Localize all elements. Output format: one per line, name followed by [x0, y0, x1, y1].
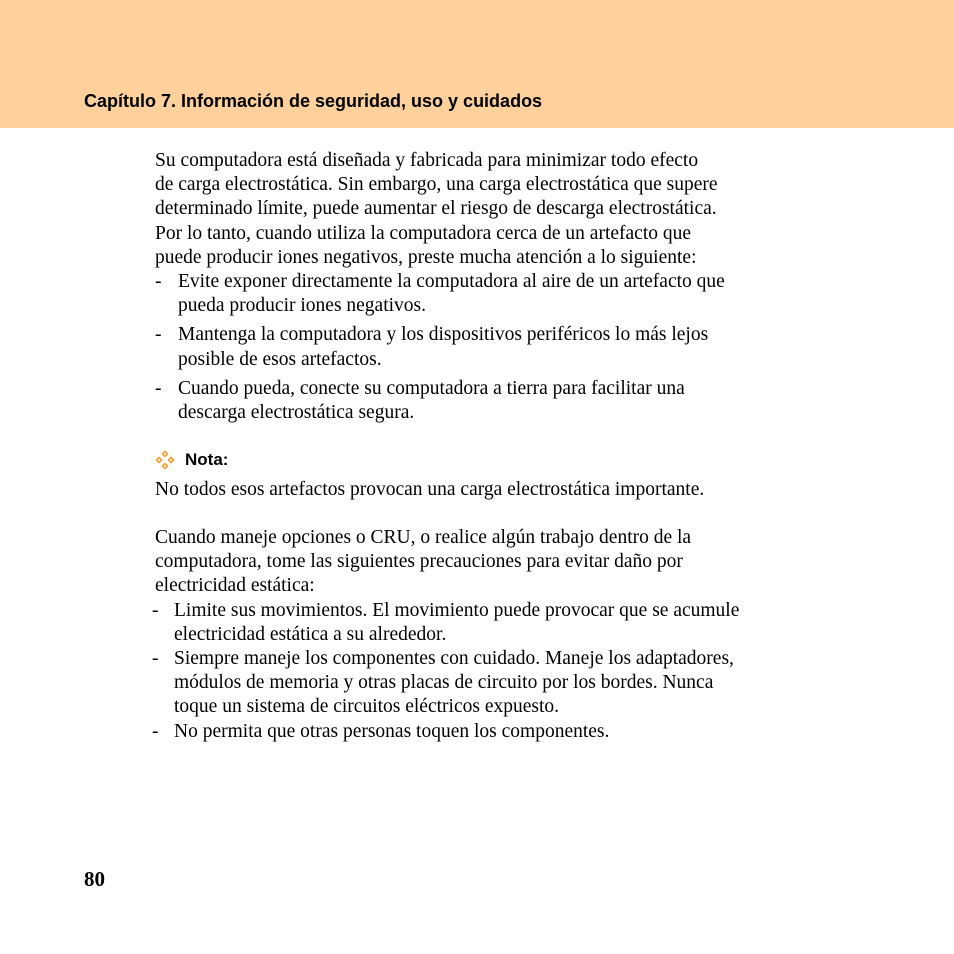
- list-item-line: posible de esos artefactos.: [178, 348, 382, 370]
- list-item-line: Limite sus movimientos. El movimiento puede provocar que se acumule: [174, 599, 740, 621]
- list-dash: -: [155, 377, 162, 399]
- list-item-line: Siempre maneje los componentes con cuidado. Maneje los adaptadores,: [174, 648, 734, 670]
- list-item-line: Mantenga la computadora y los dispositivos periféricos lo más lejos: [178, 324, 709, 346]
- list-dash: -: [152, 720, 159, 742]
- list-item-line: No permita que otras personas toquen los componentes.: [174, 720, 610, 742]
- list-item-line: descarga electrostática segura.: [178, 402, 415, 424]
- paragraph-line: electricidad estática:: [155, 575, 315, 597]
- handling-paragraph: [155, 526, 855, 599]
- list-dash: -: [152, 599, 159, 621]
- list-dash: -: [155, 271, 162, 293]
- list-item-line: Evite exponer directamente la computadora al aire de un artefacto que: [178, 271, 725, 293]
- paragraph-line: determinado límite, puede aumentar el riesgo de descarga electrostática.: [155, 198, 717, 220]
- list-item-line: pueda producir iones negativos.: [178, 295, 427, 317]
- intro-section: [155, 149, 855, 430]
- handling-section: [152, 526, 855, 744]
- paragraph-line: computadora, tome las siguientes precauciones para evitar daño por: [155, 551, 683, 573]
- list-item: [152, 599, 855, 647]
- note-diamond-icon: [155, 450, 175, 470]
- handling-list: [152, 599, 855, 744]
- list-item: [155, 270, 855, 318]
- paragraph-line: Cuando maneje opciones o CRU, o realice algún trabajo dentro de la: [155, 527, 692, 548]
- note-heading: [155, 448, 228, 472]
- list-item: [155, 377, 855, 425]
- chapter-title: Capítulo 7. Información de seguridad, uso y cuidados: [84, 91, 543, 111]
- paragraph-line: puede producir iones negativos, preste mucha atención a lo siguiente:: [155, 246, 697, 268]
- precautions-list: [155, 270, 855, 425]
- paragraph-line: de carga electrostática. Sin embargo, una carga electrostática que supere: [155, 174, 718, 196]
- list-item-line: electricidad estática a su alrededor.: [174, 623, 447, 645]
- page-number: 80: [84, 867, 105, 891]
- intro-paragraph: [155, 149, 855, 270]
- list-dash: -: [155, 324, 162, 346]
- note-text: No todos esos artefactos provocan una carga electrostática importante.: [155, 479, 705, 500]
- paragraph-line: Por lo tanto, cuando utiliza la computadora cerca de un artefacto que: [155, 222, 692, 244]
- list-item-line: toque un sistema de circuitos eléctricos expuesto.: [174, 696, 560, 718]
- list-item-line: Cuando pueda, conecte su computadora a tierra para facilitar una: [178, 377, 685, 399]
- note-section: [155, 478, 855, 502]
- list-item: [152, 647, 855, 720]
- paragraph-line: Su computadora está diseñada y fabricada para minimizar todo efecto: [155, 150, 699, 171]
- list-item-line: módulos de memoria y otras placas de circuito por los bordes. Nunca: [174, 672, 714, 694]
- list-dash: -: [152, 648, 159, 670]
- note-label: Nota:: [185, 450, 229, 469]
- list-item: [152, 720, 855, 744]
- list-item: [155, 323, 855, 371]
